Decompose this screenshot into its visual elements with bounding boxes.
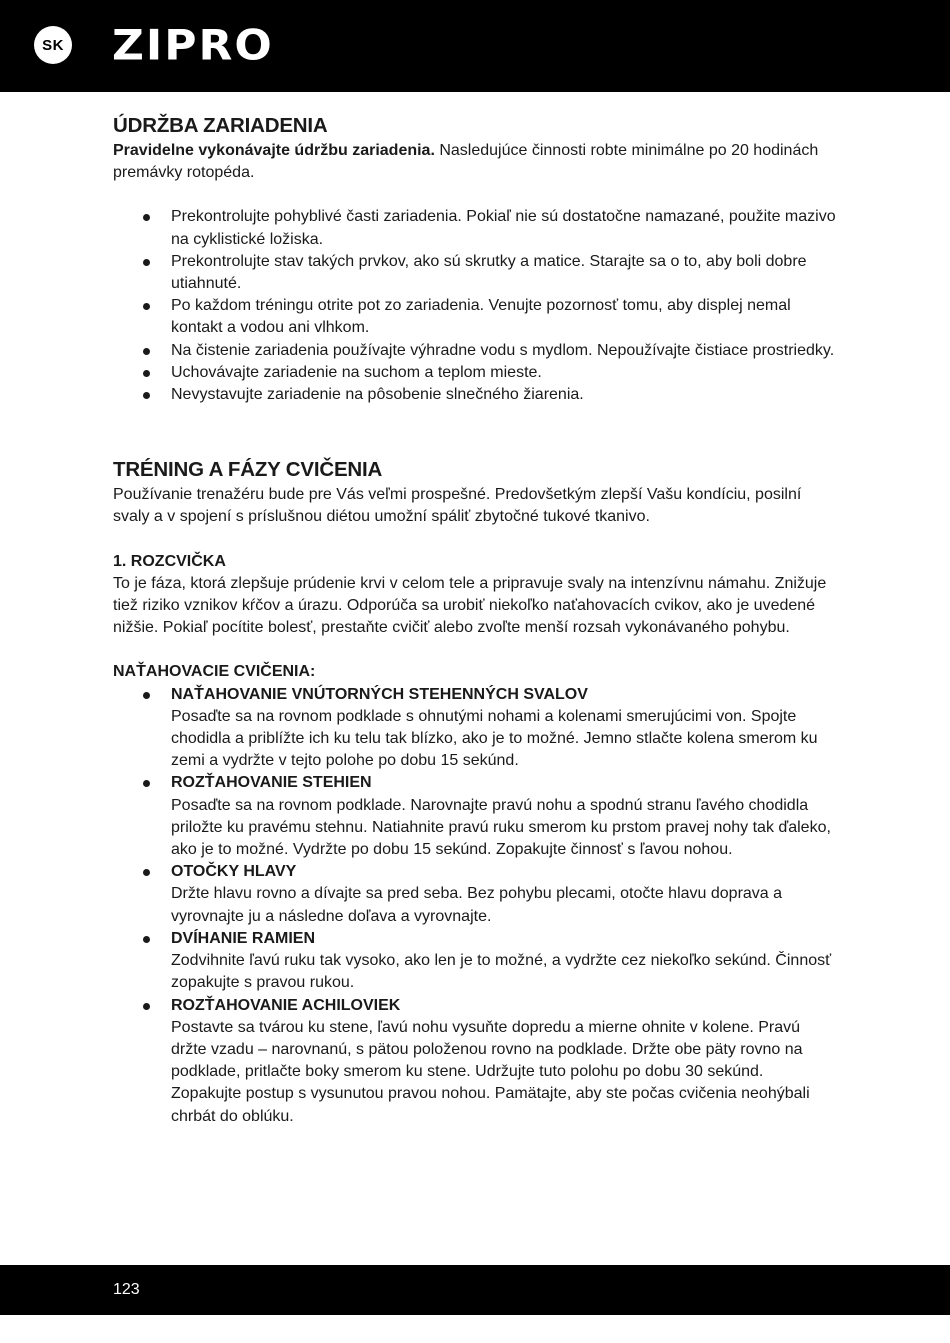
exercise-text: Postavte sa tvárou ku stene, ľavú nohu vysuňte dopredu a mierne ohnite v kolene. Pravú držte vzadu – narovnanú, s pätou položenou rovno na podklade. Držte obe päty rovno na podklade, pritlačte boky smerom ku stene. Udržujte tuto polohu po dobu 30 sekúnd. Zopakujte postup s vysunutou pravou nohou. Pamätajte, aby ste počas cvičenia neohýbali chrbát do oblúku. [171, 1018, 810, 1125]
exercise-name: ROZŤAHOVANIE STEHIEN [171, 774, 372, 792]
list-item [113, 861, 837, 928]
page-header [0, 0, 950, 92]
training-intro: Používanie trenažéru bude pre Vás veľmi prospešné. Predovšetkým zlepší Vašu kondíciu, posilní svaly a v spojení s príslušnou diétou umožní spáliť zbytočné tukové tkanivo. [113, 486, 802, 526]
training-section [113, 456, 837, 1127]
list-item [113, 995, 837, 1128]
list-item [113, 928, 837, 995]
exercise-text: Držte hlavu rovno a dívajte sa pred seba. Bez pohybu plecami, otočte hlavu doprava a vyrovnajte ju a následne doľava a vyrovnajte. [171, 885, 783, 925]
list-item: Na čistenie zariadenia používajte výhradne vodu s mydlom. Nepoužívajte čistiace prostriedky. [113, 340, 837, 362]
maintenance-intro-bold: Pravidelne vykonávajte údržbu zariadenia. [113, 142, 435, 159]
training-title: TRÉNING A FÁZY CVIČENIA [113, 458, 383, 482]
maintenance-intro-rest: Nasledujúce činnosti robte minimálne po 20 hodinách premávky rotopéda. [113, 142, 819, 182]
exercise-name: NAŤAHOVANIE VNÚTORNÝCH STEHENNÝCH SVALOV [171, 685, 588, 703]
list-item: Nevystavujte zariadenie na pôsobenie slnečného žiarenia. [113, 384, 837, 406]
list-item: Prekontrolujte pohyblivé časti zariadenia. Pokiaľ nie sú dostatočne namazané, použite mazivo na cyklistické ložiska. [113, 206, 837, 250]
list-item [113, 772, 837, 861]
exercise-text: Posaďte sa na rovnom podklade s ohnutými nohami a kolenami smerujúcimi von. Spojte chodidla a priblížte ich ku telu tak blízko, ako je to možné. Jemno stlačte kolena smerom ku zemi a vydržte v tejto polohe po dobu 15 sekúnd. [171, 707, 818, 770]
maintenance-title: ÚDRŽBA ZARIADENIA [113, 114, 328, 137]
list-item [113, 684, 837, 773]
exercise-name: ROZŤAHOVANIE ACHILOVIEK [171, 996, 401, 1014]
warmup-text: To je fáza, ktorá zlepšuje prúdenie krvi v celom tele a pripravuje svaly na intenzívnu námahu. Znižuje tiež riziko vznikov kŕčov a úrazu. Odporúča sa urobiť niekoľko naťahovacích cvikov, ako je uvedené nižšie. Pokiaľ pocítite bolesť, prestaňte cvičiť alebo zvoľte menší rozsah vykonávaného pohybu. [113, 574, 827, 637]
exercise-name: OTOČKY HLAVY [171, 863, 297, 881]
list-item: Po každom tréningu otrite pot zo zariadenia. Venujte pozornosť tomu, aby displej nemal kontakt a vodou ani vlhkom. [113, 295, 837, 339]
maintenance-section [113, 112, 837, 406]
page-footer [0, 1265, 950, 1315]
exercise-text: Posaďte sa na rovnom podklade. Narovnajte pravú nohu a spodnú stranu ľavého chodidla priložte ku pravému stehnu. Natiahnite pravú ruku smerom ku prstom pravej nohy tak ďaleko, ako je to možné. Vydržte po dobu 15 sekúnd. Zopakujte činnosť s ľavou nohou. [171, 796, 831, 859]
warmup-title: 1. ROZCVIČKA [113, 552, 226, 570]
stretch-title: NAŤAHOVACIE CVIČENIA: [113, 663, 316, 681]
maintenance-list [113, 206, 837, 406]
page-content [113, 112, 837, 1128]
language-badge: SK [34, 26, 72, 64]
exercise-text: Zodvihnite ľavú ruku tak vysoko, ako len je to možné, a vydržte cez niekoľko sekúnd. Činnosť zopakujte s pravou rukou. [171, 952, 832, 992]
exercise-list [113, 684, 837, 1128]
page-number: 123 [113, 1281, 140, 1298]
brand-logo: ZIPRO [112, 21, 274, 70]
list-item: Prekontrolujte stav takých prvkov, ako sú skrutky a matice. Starajte sa o to, aby boli dobre utiahnuté. [113, 251, 837, 295]
maintenance-intro [113, 140, 837, 184]
list-item: Uchovávajte zariadenie na suchom a teplom mieste. [113, 362, 837, 384]
exercise-name: DVÍHANIE RAMIEN [171, 929, 316, 947]
